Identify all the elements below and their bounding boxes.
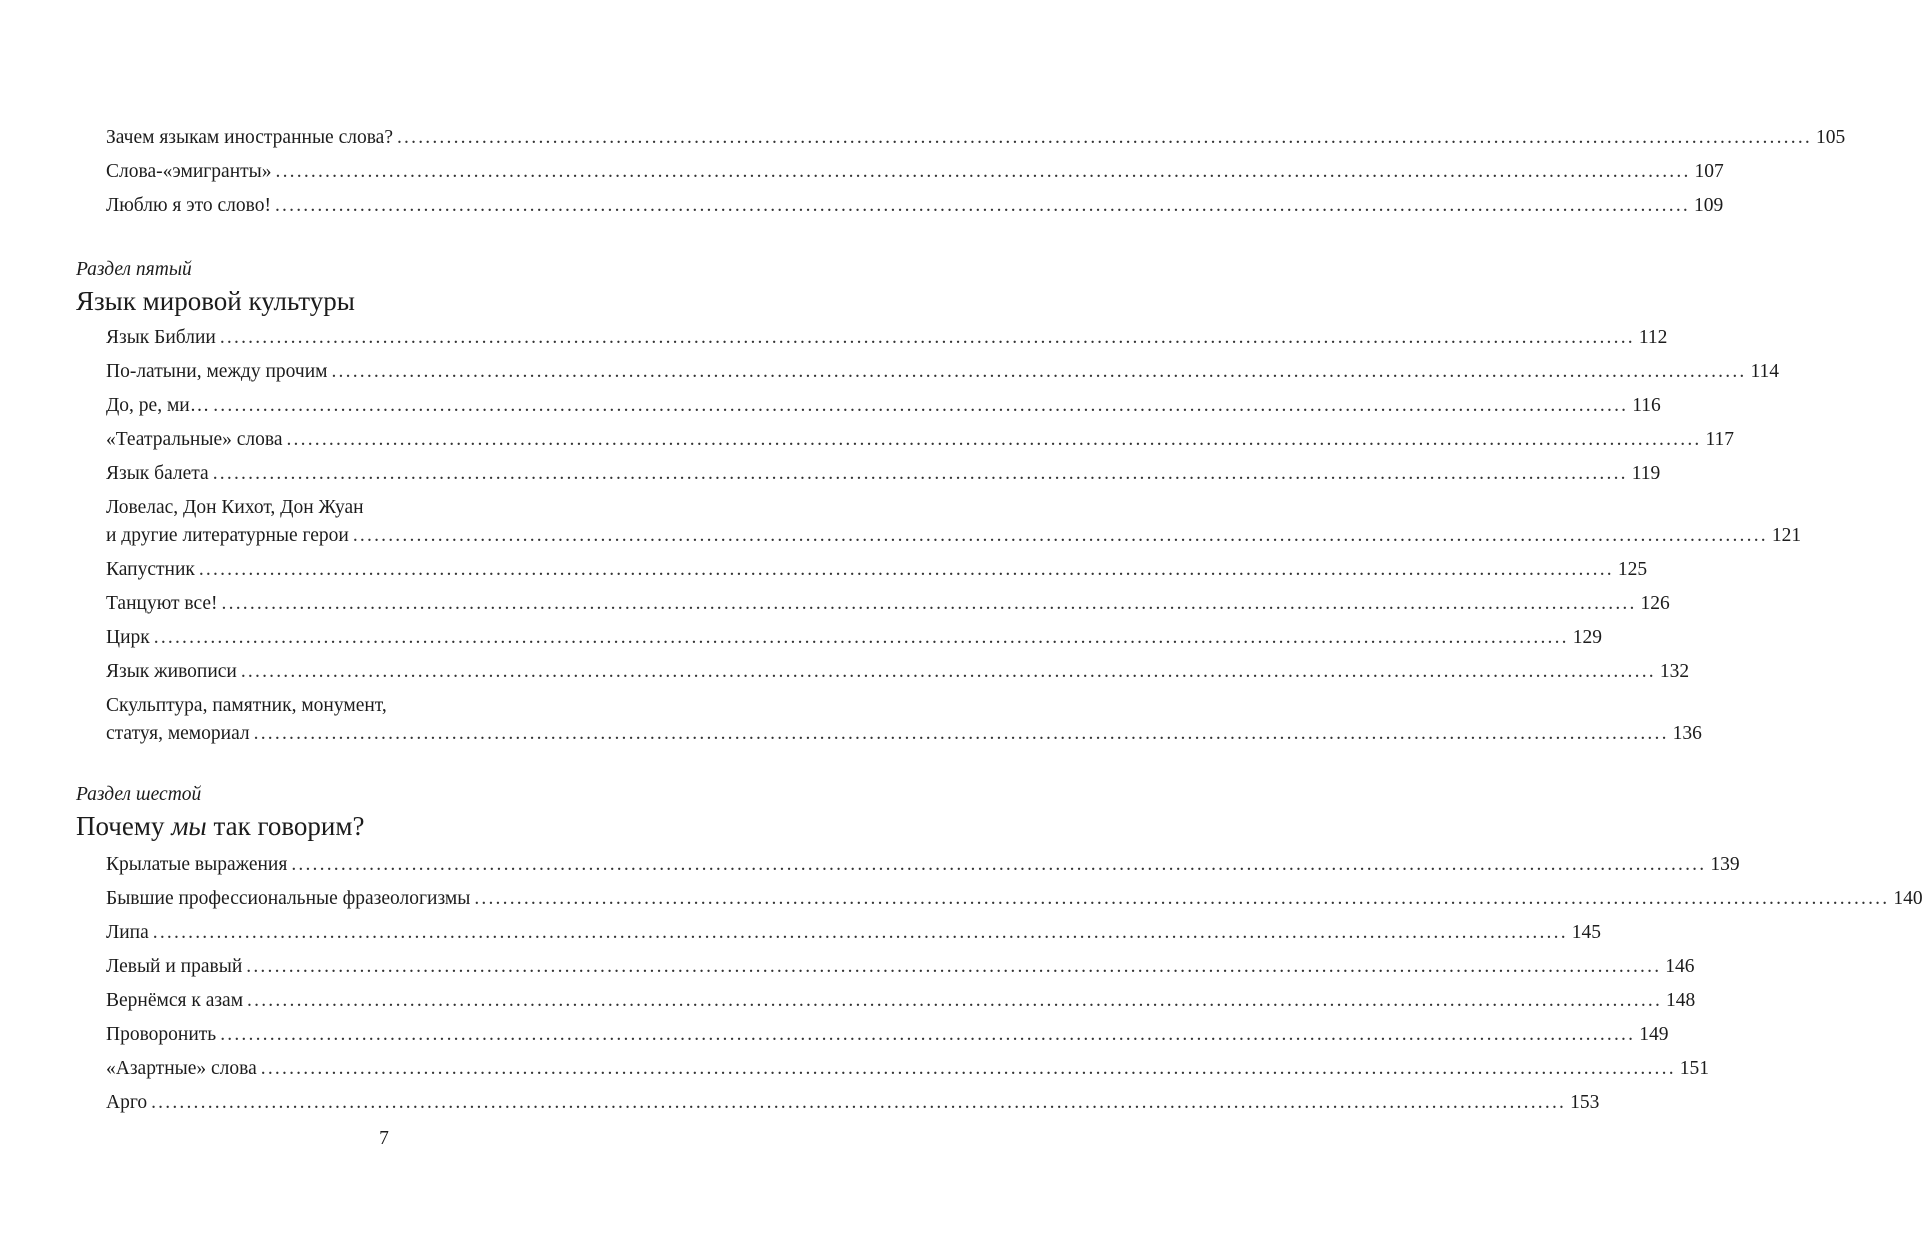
section-heading-text: Язык мировой культуры	[76, 286, 355, 316]
toc-entry-title: Арго	[106, 1092, 148, 1113]
dot-leader: ........................................................................................................................................................................................................	[198, 559, 1614, 580]
toc-entry-page: 105	[1815, 127, 1846, 148]
toc-entry	[106, 491, 1802, 553]
toc-entry	[106, 621, 1602, 655]
toc-entry	[106, 882, 1923, 916]
section-heading-post: так говорим?	[206, 811, 365, 841]
toc-entry	[106, 984, 1696, 1018]
dot-leader: ........................................................................................................................................................................................................	[474, 888, 1890, 909]
section-header	[76, 782, 364, 844]
toc-entry-title: Язык Библии	[106, 327, 216, 348]
toc-entry-title: Липа	[106, 922, 149, 943]
toc-list	[106, 121, 1846, 223]
toc-entry-title-line1: Ловелас, Дон Кихот, Дон Жуан	[106, 497, 364, 518]
toc-entry-page: 136	[1672, 723, 1702, 744]
toc-entry-title: Язык балета	[106, 463, 209, 484]
toc-entry-page: 153	[1570, 1092, 1600, 1113]
toc-entry	[106, 689, 1702, 751]
toc-entry-page: 148	[1666, 990, 1696, 1011]
toc-entry	[106, 1018, 1669, 1052]
toc-entry-page: 121	[1771, 525, 1802, 546]
dot-leader: ........................................................................................................................................................................................................	[152, 922, 1568, 943]
toc-entry	[106, 155, 1724, 189]
dot-leader: ........................................................................................................................................................................................................	[153, 627, 1569, 648]
dot-leader: ........................................................................................................................................................................................................	[396, 127, 1812, 148]
dot-leader: ........................................................................................................................................................................................................	[247, 990, 1663, 1011]
dot-leader: ........................................................................................................................................................................................................	[219, 327, 1635, 348]
toc-entry	[106, 587, 1670, 621]
toc-entry	[106, 655, 1690, 689]
section-heading-pre: Почему	[76, 811, 172, 841]
page-number: 7	[379, 1128, 389, 1149]
section-label: Раздел пятый	[76, 259, 192, 280]
toc-entry	[106, 355, 1780, 389]
toc-entry-title: Зачем языкам иностранные слова?	[106, 127, 393, 148]
toc-entry	[106, 848, 1740, 882]
section-label: Раздел шестой	[76, 784, 202, 805]
dot-leader: ........................................................................................................................................................................................................	[240, 661, 1656, 682]
toc-list	[106, 848, 1923, 1120]
toc-entry-title: Капустник	[106, 559, 195, 580]
dot-leader: ........................................................................................................................................................................................................	[246, 956, 1662, 977]
toc-entry-page: 145	[1571, 922, 1602, 943]
toc-entry-page: 149	[1639, 1024, 1669, 1045]
toc-entry	[106, 950, 1695, 984]
toc-entry-title: Проворонить	[106, 1024, 217, 1045]
toc-entry	[106, 457, 1661, 491]
toc-entry-title: Люблю я это слово!	[106, 195, 271, 216]
toc-entry-title: Слова-«эмигранты»	[106, 161, 272, 182]
toc-entry-page: 151	[1679, 1058, 1710, 1079]
toc-entry-page: 117	[1705, 429, 1735, 450]
toc-entry	[106, 553, 1648, 587]
toc-entry	[106, 1086, 1600, 1120]
toc-entry-title: и другие литературные герои	[106, 525, 349, 546]
toc-entry-page: 126	[1640, 593, 1670, 614]
toc-entry-title: Цирк	[106, 627, 150, 648]
toc-entry-title: По-латыни, между прочим	[106, 361, 328, 382]
dot-leader: ........................................................................................................................................................................................................	[253, 723, 1669, 744]
toc-entry-page: 132	[1659, 661, 1690, 682]
dot-leader: ........................................................................................................................................................................................................	[291, 854, 1707, 875]
toc-entry	[106, 1052, 1710, 1086]
toc-entry	[106, 189, 1724, 223]
toc-entry-page: 109	[1693, 195, 1724, 216]
dot-leader: ........................................................................................................................................................................................................	[286, 429, 1702, 450]
toc-entry-page: 119	[1631, 463, 1661, 484]
dot-leader: ........................................................................................................................................................................................................	[213, 395, 1629, 416]
dot-leader: ........................................................................................................................................................................................................	[352, 525, 1768, 546]
toc-entry-title: Крылатые выражения	[106, 854, 288, 875]
dot-leader: ........................................................................................................................................................................................................	[220, 1024, 1636, 1045]
toc-entry-page: 125	[1617, 559, 1648, 580]
toc-entry-page: 116	[1632, 395, 1661, 416]
toc-entry-title-line1: Скульптура, памятник, монумент,	[106, 695, 387, 716]
toc-entry-title: Танцуют все!	[106, 593, 218, 614]
toc-entry-title: «Театральные» слова	[106, 429, 283, 450]
toc-entry	[106, 423, 1735, 457]
toc-entry-title: До, ре, ми…	[106, 395, 210, 416]
toc-entry-title: Язык живописи	[106, 661, 237, 682]
toc-entry-title: статуя, мемориал	[106, 723, 250, 744]
dot-leader: ........................................................................................................................................................................................................	[221, 593, 1637, 614]
dot-leader: ........................................................................................................................................................................................................	[212, 463, 1628, 484]
dot-leader: ........................................................................................................................................................................................................	[331, 361, 1747, 382]
dot-leader: ........................................................................................................................................................................................................	[275, 161, 1691, 182]
toc-entry-title: Вернёмся к азам	[106, 990, 244, 1011]
section-heading-emphasis: мы	[171, 811, 207, 841]
toc-entry	[106, 916, 1602, 950]
toc-entry-page: 139	[1710, 854, 1740, 875]
toc-entry-page: 114	[1750, 361, 1780, 382]
dot-leader: ........................................................................................................................................................................................................	[260, 1058, 1676, 1079]
toc-entry-title: Левый и правый	[106, 956, 243, 977]
toc-entry-page: 146	[1665, 956, 1695, 977]
dot-leader: ........................................................................................................................................................................................................	[274, 195, 1690, 216]
toc-entry-page: 112	[1638, 327, 1668, 348]
toc-list	[106, 321, 1802, 751]
toc-entry	[106, 121, 1846, 155]
toc-entry	[106, 321, 1668, 355]
toc-entry	[106, 389, 1661, 423]
toc-entry-title: «Азартные» слова	[106, 1058, 257, 1079]
section-heading	[76, 808, 364, 844]
toc-entry-page: 140	[1893, 888, 1923, 909]
section-heading	[76, 283, 355, 319]
section-header	[76, 257, 355, 319]
toc-entry-page: 107	[1694, 161, 1724, 182]
toc-entry-title: Бывшие профессиональные фразеологизмы	[106, 888, 471, 909]
dot-leader: ........................................................................................................................................................................................................	[151, 1092, 1567, 1113]
toc-entry-page: 129	[1572, 627, 1602, 648]
